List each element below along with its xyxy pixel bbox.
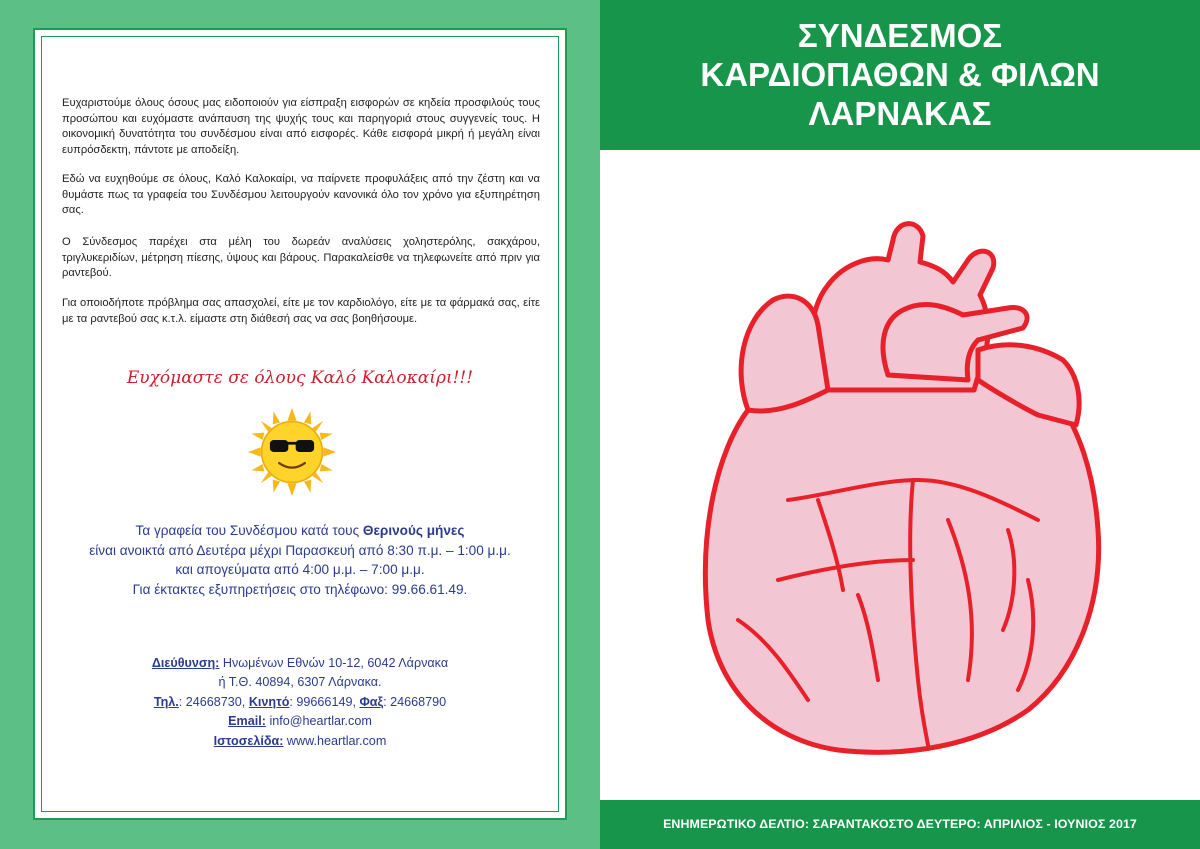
hours-line-2: είναι ανοικτά από Δευτέρα μέχρι Παρασκευή από 8:30 π.μ. – 1:00 μ.μ. — [89, 542, 511, 558]
footer-band — [600, 800, 1200, 849]
hours-line-3: και απογεύματα από 4:00 μ.μ. – 7:00 μ.μ. — [175, 562, 425, 578]
paragraph-free-tests: Ο Σύνδεσμος παρέχει στα μέλη του δωρεάν αναλύσεις χοληστερόλης, σακχάρου, τριγλυκεριδίων, μέτρηση πίεσης, ύψους και βάρους. Παρακαλείσθε να τηλεφωνείτε από πριν για ραντεβού. — [62, 236, 540, 280]
paragraph-summer-greeting: Εδώ να ευχηθούμε σε όλους, Καλό Καλοκαίρι, να παίρνετε προφυλάξεις από την ζέστη και να θυμάστε πως τα γραφεία του Συνδέσμου λειτουργούν κανονικά όλο τον χρόνο για εξυπηρέτηση σας. — [62, 173, 540, 217]
contact-address: Διεύθυνση: Ηνωμένων Εθνών 10-12, 6042 Λάρνακα — [151, 656, 449, 670]
title-band — [600, 0, 1200, 150]
contact-email[interactable]: Email: info@heartlar.com — [228, 714, 372, 729]
office-hours — [60, 521, 540, 599]
hours-line-1: Τα γραφεία του Συνδέσμου κατά τους Θερινούς μήνες — [135, 523, 465, 538]
contact-website[interactable]: Ιστοσελίδα: www.heartlar.com — [213, 733, 387, 748]
right-page — [600, 0, 1200, 849]
contact-po-box: ή Τ.Θ. 40894, 6307 Λάρνακα. — [218, 675, 382, 690]
anatomical-heart-illustration — [678, 200, 1118, 760]
summer-months-emphasis: Θερινούς μήνες — [362, 523, 465, 538]
title-line-3: ΛΑΡΝΑΚΑΣ — [808, 95, 992, 132]
title-line-1: ΣΥΝΔΕΣΜΟΣ — [797, 17, 1003, 54]
paragraph-contributions: Ευχαριστούμε όλους όσους μας ειδοποιούν για είσπραξη εισφορών σε κηδεία προσφιλούς τους προσώπου και ευχόμαστε ανάπαυση της ψυχής τους και παρηγοριά στους συγγενείς τους. Η οικονομική δυνατότητα του συνδέσμου είναι από εισφορές. Κάθε εισφορά μικρή ή μεγάλη είναι ευπρόσδεκτη, πάντοτε με αποδείξη. — [62, 97, 540, 156]
hours-emergency-phone: Για έκτακτες εξυπηρετήσεις στο τηλέφωνο: 99.66.61.49. — [132, 581, 468, 597]
contact-info — [60, 654, 540, 751]
summer-wish-heading: Ευχόμαστε σε όλους Καλό Καλοκαίρι!!! — [126, 368, 474, 388]
sun-with-sunglasses-icon — [246, 406, 338, 498]
title-line-2: ΚΑΡΔΙΟΠΑΘΩΝ & ΦΙΛΩΝ — [700, 56, 1100, 93]
newsletter-issue: ΕΝΗΜΕΡΩΤΙΚΟ ΔΕΛΤΙΟ: ΣΑΡΑΝΤΑΚΟΣΤΟ ΔΕΥΤΕΡΟ: ΑΠΡΙΛΙΟΣ - ΙΟΥΝΙΟΣ 2017 — [663, 817, 1137, 831]
paragraph-assistance: Για οποιοδήποτε πρόβλημα σας απασχολεί, είτε με τον καρδιολόγο, είτε με τα φάρμακά σας, είτε με τα ραντεβού σας κ.τ.λ. είμαστε στη διάθεσή σας να σας βοηθήσουμε. — [62, 297, 540, 325]
association-title — [600, 16, 1200, 133]
contact-phones: Τηλ.: 24668730, Κινητό: 99666149, Φαξ: 24668790 — [153, 694, 447, 709]
